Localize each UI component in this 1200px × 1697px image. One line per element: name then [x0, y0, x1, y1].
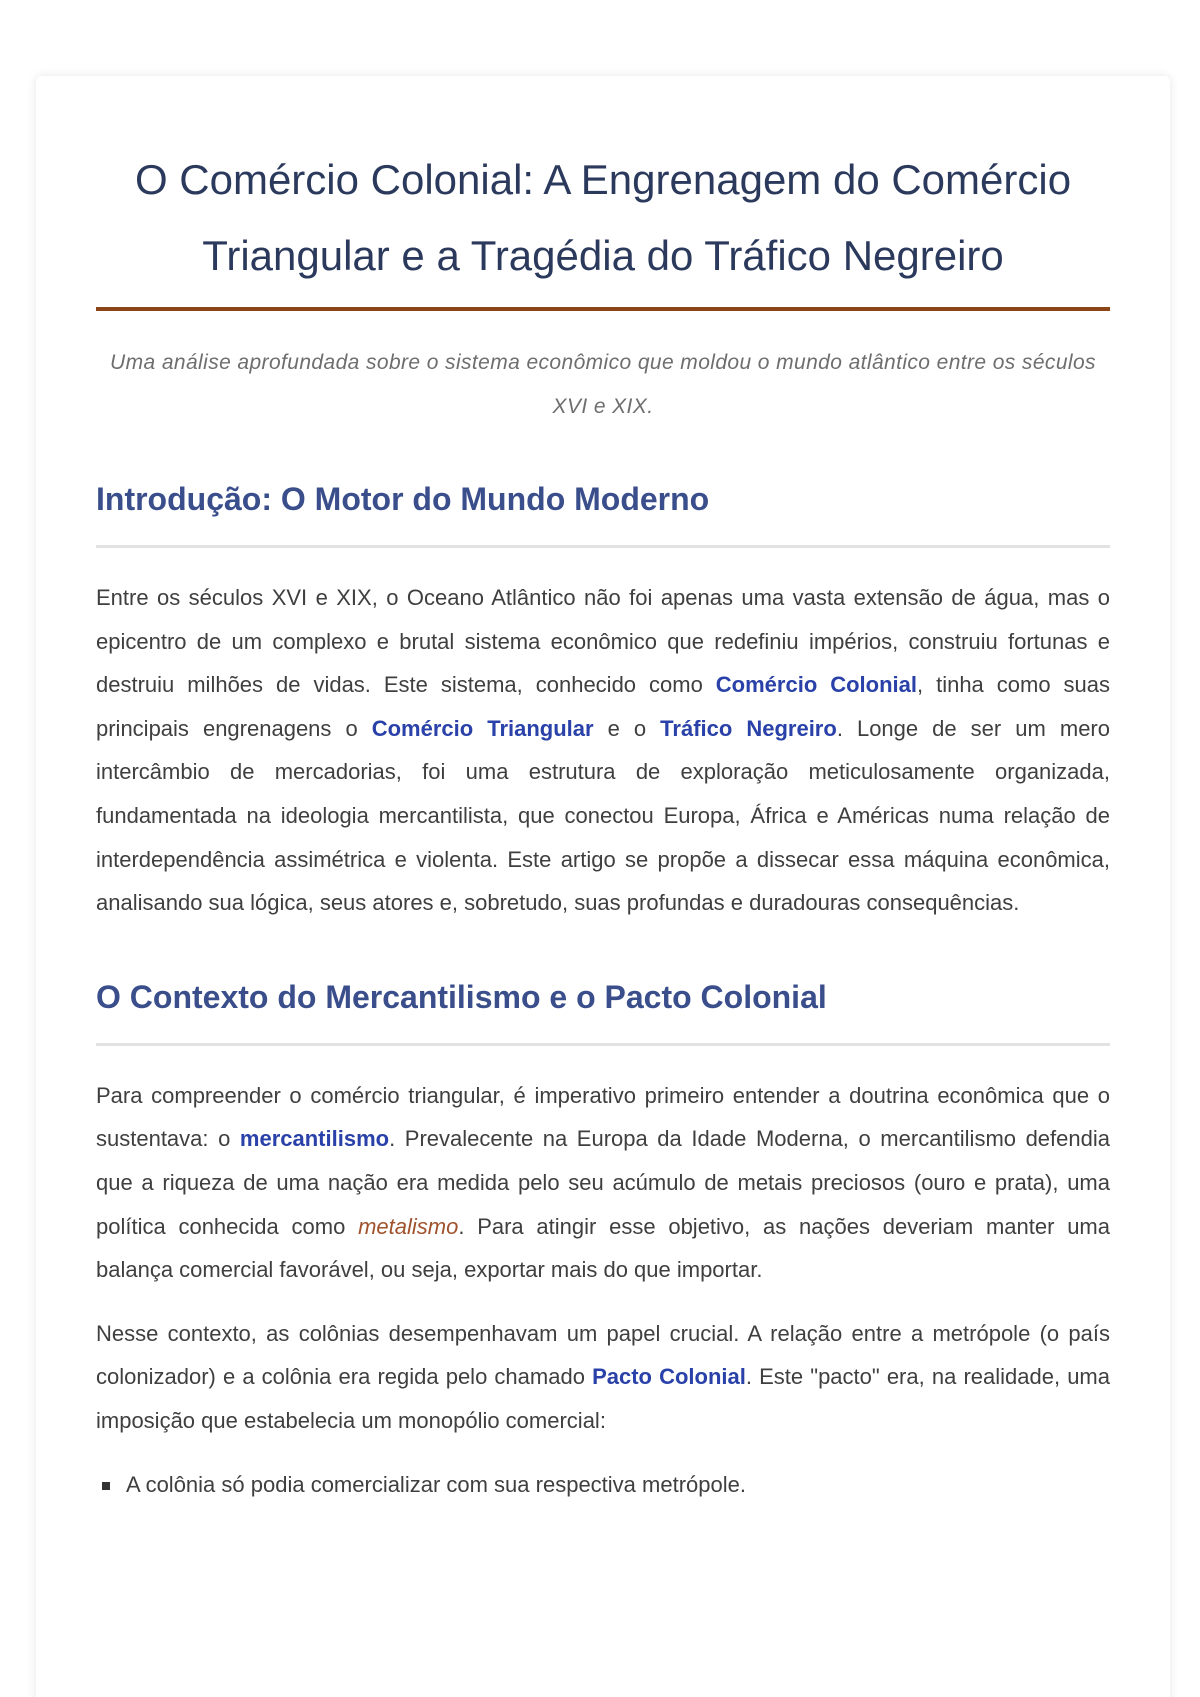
page-title-line-1: O Comércio Colonial: A Engrenagem do Comércio [134, 156, 1072, 203]
page-title-line-2: Triangular e a Tragédia do Tráfico Negreiro [202, 232, 1004, 279]
pacto-colonial-list [96, 1463, 1110, 1507]
list-item-text: A colônia só podia comercializar com sua respectiva metrópole. [126, 1471, 746, 1497]
title-divider [96, 307, 1110, 311]
highlight-mercantilismo: mercantilismo [239, 1126, 390, 1152]
section-heading-context: O Contexto do Mercantilismo e o Pacto Colonial [96, 978, 827, 1015]
highlight-trafico-negreiro: Tráfico Negreiro [660, 715, 837, 741]
context-text-b: . Prevalecente na Europa da Idade Moderna, o mercantilismo defendia que a riqueza de uma nação era medida pelo seu acúmulo de metais preciosos (ouro e prata), uma política conhecida como [96, 1126, 1110, 1239]
context-paragraph-1 [96, 1074, 1110, 1292]
intro-text-b: , tinha como suas principais engrenagens o [96, 672, 1110, 741]
highlight-comercio-colonial: Comércio Colonial [715, 672, 917, 698]
section-heading-intro: Introdução: O Motor do Mundo Moderno [96, 481, 710, 517]
section-divider-context [96, 1043, 1110, 1046]
article-content [96, 142, 1110, 1506]
intro-text-a: Entre os séculos XVI e XIX, o Oceano Atlântico não foi apenas uma vasta extensão de água, mas o epicentro de um complexo e brutal sistema econômico que redefiniu impérios, construiu fortunas e destruiu milhões de vidas. Este sistema, conhecido como [96, 585, 1110, 698]
context-text-a: Para compreender o comércio triangular, é imperativo primeiro entender a doutrina econômica que o sustentava: o [96, 1082, 1110, 1152]
square-bullet-icon [102, 1482, 110, 1490]
highlight-pacto-colonial: Pacto Colonial [592, 1364, 746, 1390]
article-subtitle: Uma análise aprofundada sobre o sistema econômico que moldou o mundo atlântico entre os séculos XVI e XIX. [110, 351, 1096, 418]
highlight-comercio-triangular: Comércio Triangular [371, 715, 594, 741]
context-text-c: . Para atingir esse objetivo, as nações deveriam manter uma balança comercial favorável, ou seja, exportar mais do que importar. [96, 1213, 1110, 1283]
context-paragraph-2 [96, 1312, 1110, 1443]
intro-text-d: . Longe de ser um mero intercâmbio de mercadorias, foi uma estrutura de exploração meticulosamente organizada, fundamentada na ideologia mercantilista, que conectou Europa, África e Américas numa relação de interdependência assimétrica e violenta. Este artigo se propõe a dissecar essa máquina econômica, analisando sua lógica, seus atores e, sobretudo, suas profundas e duradouras consequências. [96, 715, 1110, 916]
section-divider-intro [96, 545, 1110, 548]
intro-paragraph [96, 576, 1110, 925]
article-card [36, 76, 1170, 1697]
context-p2-text-a: Nesse contexto, as colônias desempenhavam um papel crucial. A relação entre a metrópole (o país colonizador) e a colônia era regida pelo chamado [96, 1320, 1110, 1390]
list-item [96, 1463, 1110, 1507]
emphasis-metalismo: metalismo [358, 1213, 459, 1239]
page-title [96, 142, 1110, 294]
context-p2-text-b: . Este "pacto" era, na realidade, uma imposição que estabelecia um monopólio comercial: [96, 1364, 1110, 1433]
intro-text-c: e o [593, 715, 661, 741]
